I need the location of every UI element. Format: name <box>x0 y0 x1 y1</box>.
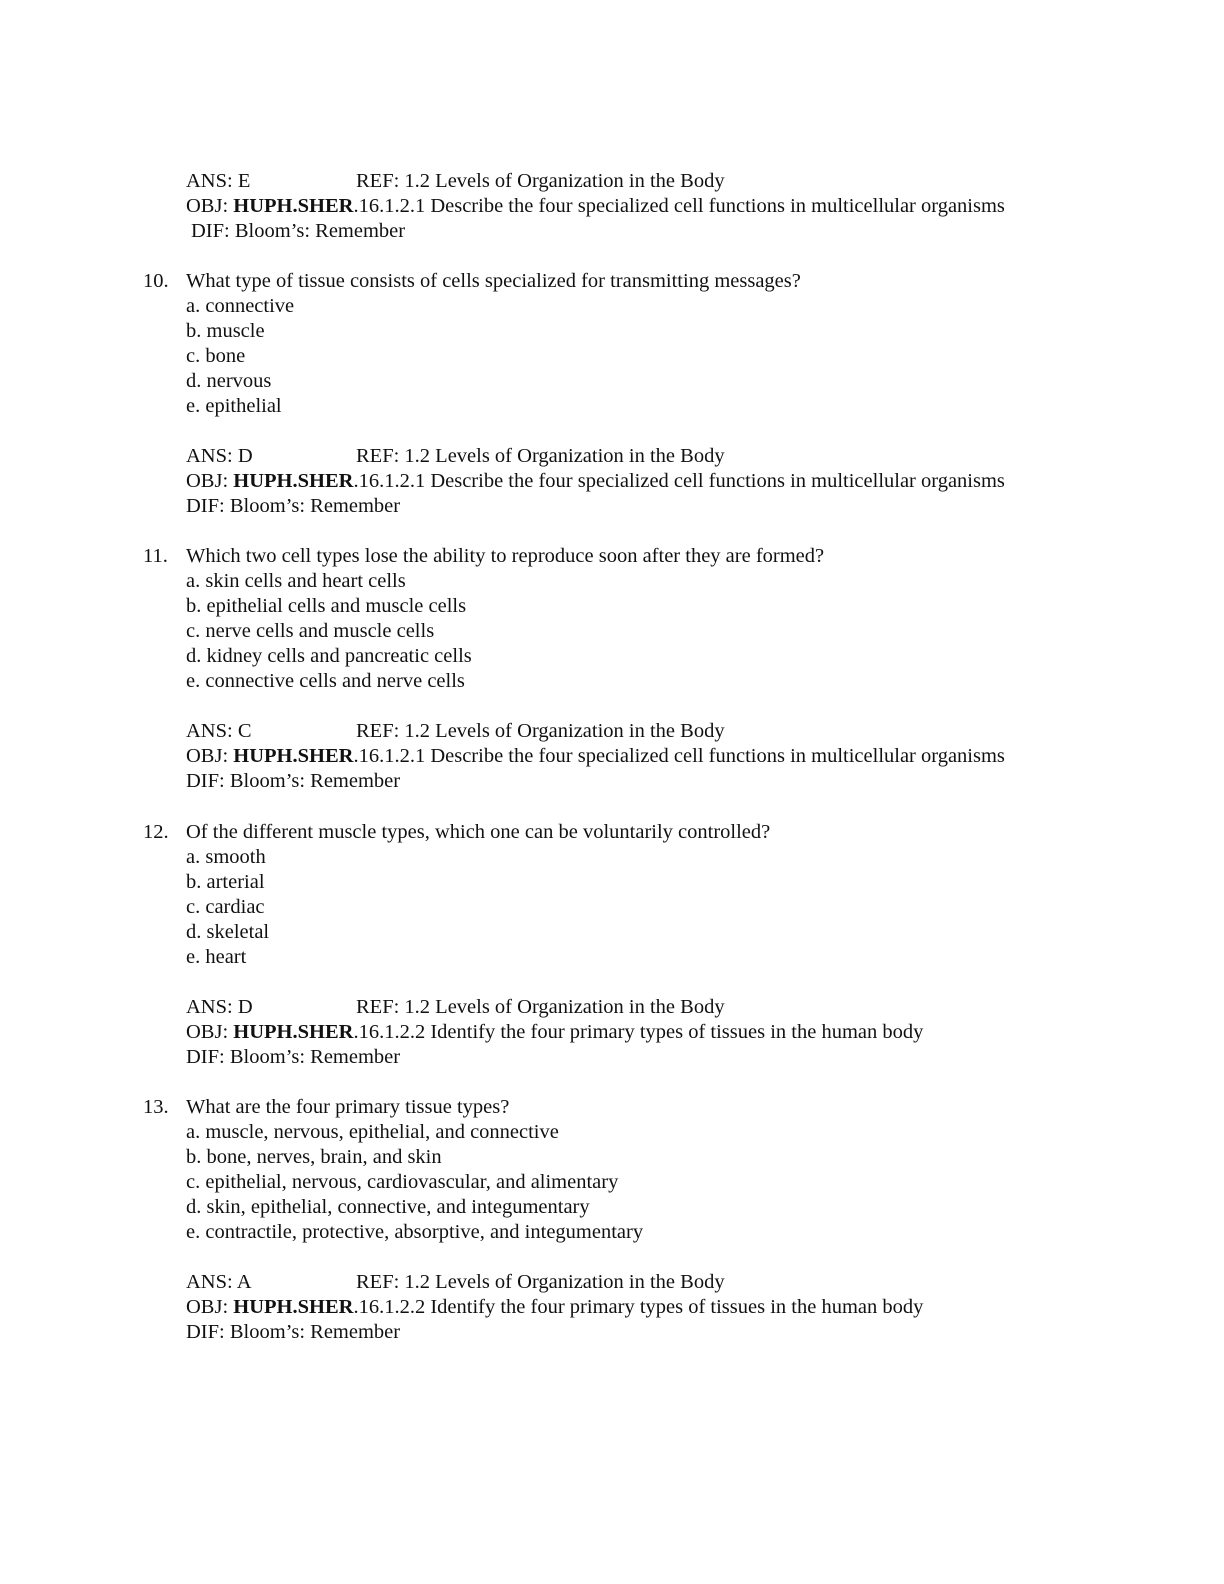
difficulty-line: DIF: Bloom’s: Remember <box>186 770 401 792</box>
option-a: a. smooth <box>186 846 266 868</box>
reference-text: REF: 1.2 Levels of Organization in the Body <box>356 996 725 1018</box>
option-e: e. epithelial <box>186 395 282 417</box>
option-e: e. heart <box>186 946 247 968</box>
objective-code: HUPH.SHER <box>233 195 354 217</box>
answer-label: ANS: D <box>186 996 253 1018</box>
objective-prefix: OBJ: <box>186 1296 234 1318</box>
option-c: c. nerve cells and muscle cells <box>186 620 435 642</box>
difficulty-line: DIF: Bloom’s: Remember <box>191 220 406 242</box>
option-e: e. contractile, protective, absorptive, and integumentary <box>186 1221 644 1243</box>
option-b: b. epithelial cells and muscle cells <box>186 595 467 617</box>
option-b: b. arterial <box>186 871 265 893</box>
objective-line <box>186 194 1005 219</box>
reference-text: REF: 1.2 Levels of Organization in the Body <box>356 720 725 742</box>
objective-line <box>186 469 1005 494</box>
difficulty-line: DIF: Bloom’s: Remember <box>186 1046 401 1068</box>
difficulty-line: DIF: Bloom’s: Remember <box>186 495 401 517</box>
objective-text: .16.1.2.2 Identify the four primary types of tissues in the human body <box>353 1296 924 1318</box>
question-stem: Of the different muscle types, which one can be voluntarily controlled? <box>186 821 771 843</box>
option-a: a. connective <box>186 295 295 317</box>
question-stem: Which two cell types lose the ability to reproduce soon after they are formed? <box>186 545 825 567</box>
question-number: 10. <box>143 270 169 292</box>
reference-text: REF: 1.2 Levels of Organization in the Body <box>356 170 725 192</box>
objective-code: HUPH.SHER <box>233 1021 354 1043</box>
objective-line <box>186 1020 923 1045</box>
question-number: 11. <box>143 545 168 567</box>
option-d: d. skeletal <box>186 921 270 943</box>
objective-text: .16.1.2.1 Describe the four specialized cell functions in multicellular organisms <box>353 470 1005 492</box>
answer-label: ANS: D <box>186 445 253 467</box>
objective-code: HUPH.SHER <box>233 470 354 492</box>
objective-code: HUPH.SHER <box>233 745 354 767</box>
option-c: c. bone <box>186 345 246 367</box>
objective-prefix: OBJ: <box>186 470 234 492</box>
question-stem: What are the four primary tissue types? <box>186 1096 510 1118</box>
objective-code: HUPH.SHER <box>233 1296 354 1318</box>
objective-line <box>186 1295 923 1320</box>
option-e: e. connective cells and nerve cells <box>186 670 465 692</box>
option-d: d. kidney cells and pancreatic cells <box>186 645 472 667</box>
option-b: b. bone, nerves, brain, and skin <box>186 1146 442 1168</box>
objective-line <box>186 744 1005 769</box>
option-d: d. skin, epithelial, connective, and integumentary <box>186 1196 590 1218</box>
option-d: d. nervous <box>186 370 272 392</box>
option-a: a. skin cells and heart cells <box>186 570 406 592</box>
reference-text: REF: 1.2 Levels of Organization in the Body <box>356 1271 725 1293</box>
option-b: b. muscle <box>186 320 265 342</box>
question-stem: What type of tissue consists of cells specialized for transmitting messages? <box>186 270 801 292</box>
option-c: c. epithelial, nervous, cardiovascular, and alimentary <box>186 1171 619 1193</box>
answer-label: ANS: A <box>186 1271 252 1293</box>
answer-label: ANS: C <box>186 720 252 742</box>
option-c: c. cardiac <box>186 896 265 918</box>
answer-label: ANS: E <box>186 170 251 192</box>
objective-prefix: OBJ: <box>186 745 234 767</box>
objective-text: .16.1.2.1 Describe the four specialized cell functions in multicellular organisms <box>353 195 1005 217</box>
objective-text: .16.1.2.1 Describe the four specialized cell functions in multicellular organisms <box>353 745 1005 767</box>
question-number: 13. <box>143 1096 169 1118</box>
option-a: a. muscle, nervous, epithelial, and connective <box>186 1121 559 1143</box>
objective-prefix: OBJ: <box>186 195 234 217</box>
difficulty-line: DIF: Bloom’s: Remember <box>186 1321 401 1343</box>
question-number: 12. <box>143 821 169 843</box>
objective-text: .16.1.2.2 Identify the four primary types of tissues in the human body <box>353 1021 924 1043</box>
objective-prefix: OBJ: <box>186 1021 234 1043</box>
reference-text: REF: 1.2 Levels of Organization in the Body <box>356 445 725 467</box>
